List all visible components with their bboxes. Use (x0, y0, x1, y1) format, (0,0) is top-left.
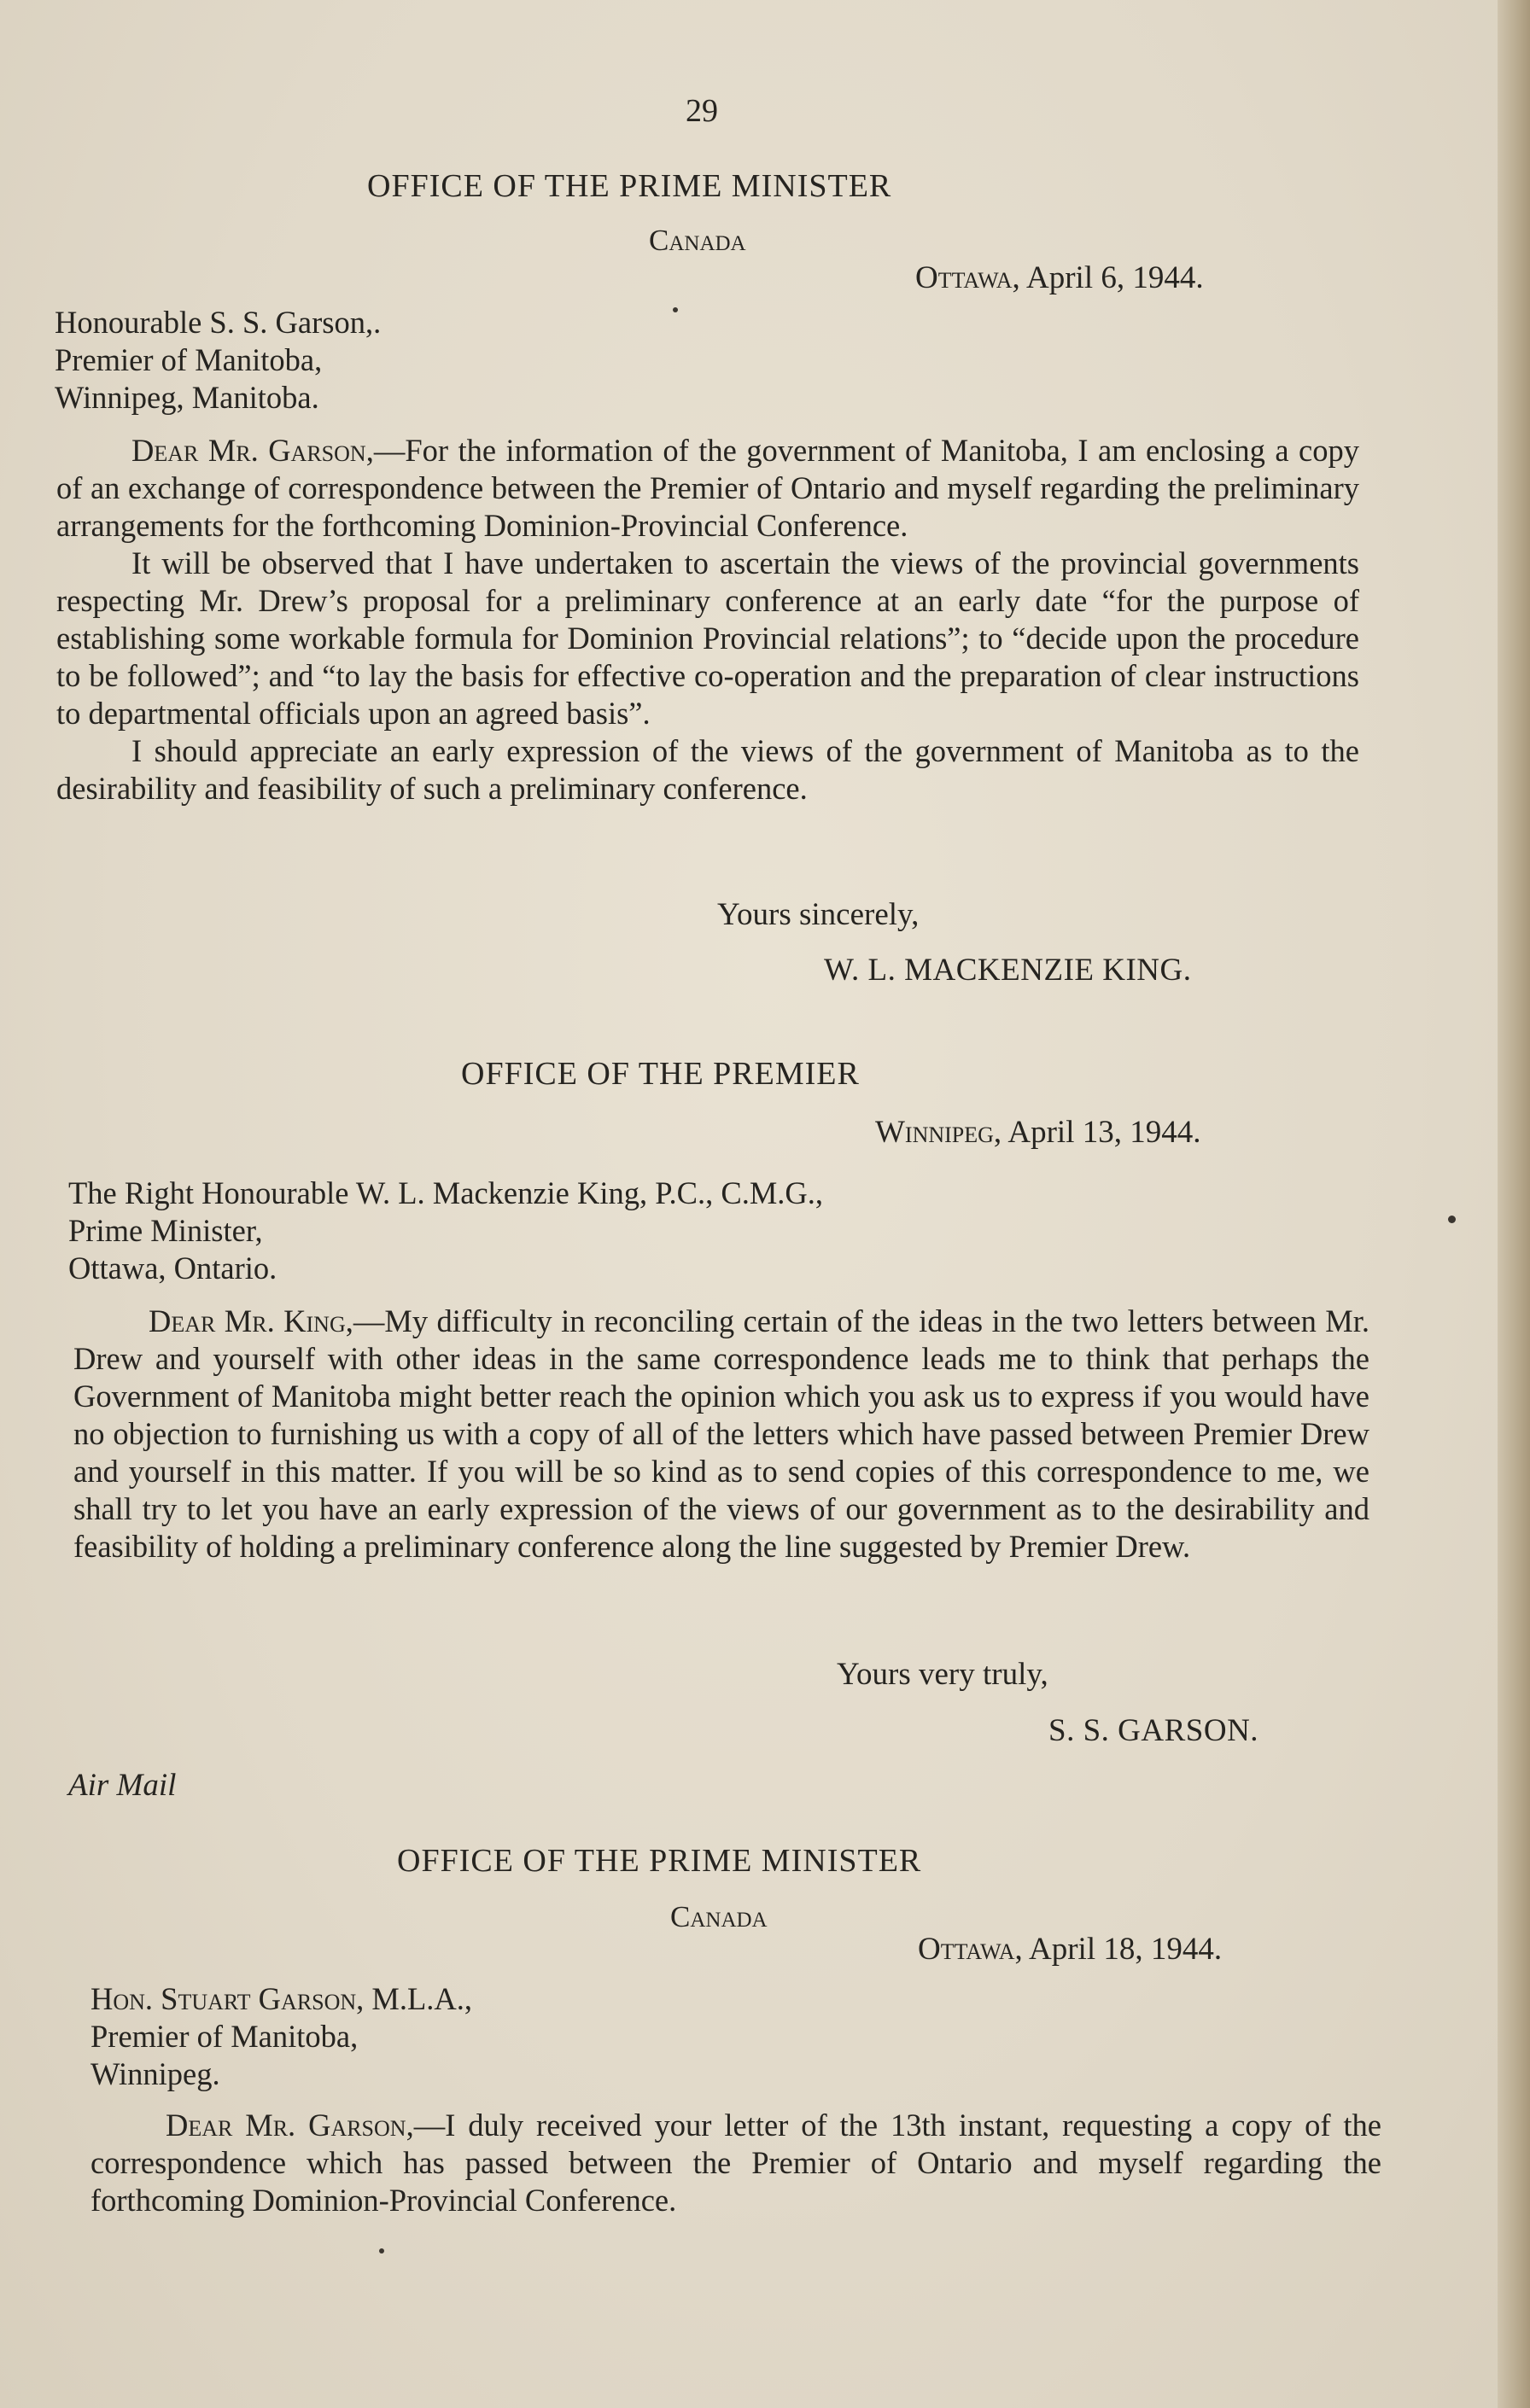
letter2-paragraph: Dear Mr. King,—My difficulty in reconciling certain of the ideas in the two letters between Mr. Drew and yourself with other ideas in the same correspondence leads me to think that perhaps the Government of Manitoba might better reach the opinion which you ask us to express if you would have no objection to furnishing us with a copy of all of the letters which have passed between Premier Drew and yourself in this matter. If you will be so kind as to send copies of this correspondence to me, we shall try to let you have an early expression of the views of our government as to the desirability and feasibility of holding a preliminary conference along the line suggested by Premier Drew. (73, 1303, 1369, 1564)
letter2-date: April 13, 1944. (1007, 1115, 1201, 1150)
letter1-addressee-line: Winnipeg, Manitoba. (55, 380, 319, 415)
letter1-date: April 6, 1944. (1026, 260, 1204, 295)
letter2-dateline: Winnipeg, April 13, 1944. (875, 1115, 1201, 1150)
letter2-addressee-line: Ottawa, Ontario. (68, 1251, 277, 1286)
letter3-heading: OFFICE OF THE PRIME MINISTER (397, 1843, 922, 1879)
letter1-salutation: Dear Mr. Garson, (131, 433, 374, 468)
letter2-addressee-line: The Right Honourable W. L. Mackenzie King, P.C., C.M.G., (68, 1175, 824, 1210)
letter2-heading: OFFICE OF THE PREMIER (461, 1056, 860, 1092)
letter2-salutation: Dear Mr. King, (149, 1303, 353, 1338)
letter1-dateline: Ottawa, April 6, 1944. (915, 260, 1204, 295)
letter1-place: Ottawa (915, 260, 1013, 295)
letter3-addressee-line: Hon. Stuart Garson, M.L.A., (91, 1981, 473, 2016)
letter3-salutation: Dear Mr. Garson, (166, 2108, 414, 2143)
letter3-addressee-line: Premier of Manitoba, (91, 2019, 359, 2054)
letter3-addressee-line: Winnipeg. (91, 2056, 220, 2091)
letter1-addressee-line: Premier of Manitoba, (55, 342, 323, 377)
letter1-addressee-line: Honourable S. S. Garson,. (55, 305, 382, 340)
paper-speck (673, 307, 678, 312)
letter1-country: Canada (649, 224, 746, 257)
paper-speck (1448, 1216, 1456, 1223)
letter3-paragraph: Dear Mr. Garson,—I duly received your letter of the 13th instant, requesting a copy of the correspondence which has passed between the Premier of Ontario and myself regarding the forthcoming Dominion-Provincial Conference. (91, 2108, 1381, 2218)
letter2-addressee-line: Prime Minister, (68, 1213, 263, 1248)
letter3-date: April 18, 1944. (1029, 1932, 1223, 1967)
letter2-addressee (68, 1175, 823, 1287)
letter1-heading: OFFICE OF THE PRIME MINISTER (367, 168, 892, 204)
letter2-signature: S. S. GARSON. (1048, 1713, 1259, 1748)
letter3-body (91, 2107, 1381, 2219)
letter3-note: Air Mail (68, 1768, 177, 1803)
letter2-place: Winnipeg (875, 1115, 994, 1150)
letter3-dateline: Ottawa, April 18, 1944. (918, 1932, 1223, 1967)
letter1-closing: Yours sincerely, (717, 897, 920, 932)
letter1-signature: W. L. MACKENZIE KING. (824, 953, 1192, 988)
letter3-place: Ottawa (918, 1932, 1015, 1967)
letter1-paragraph: Dear Mr. Garson,—For the information of the government of Manitoba, I am enclosing a copy of an exchange of correspondence between the Premier of Ontario and myself regarding the preliminary arrangements for the forthcoming Dominion-Provincial Conference. (56, 433, 1359, 543)
letter2-body (73, 1303, 1369, 1565)
letter3-addressee (91, 1980, 472, 2093)
letter1-paragraph: I should appreciate an early expression of the views of the government of Manitoba as to the desirability and feasibility of such a preliminary conference. (56, 733, 1359, 806)
paper-speck (379, 2248, 384, 2253)
letter1-paragraph: It will be observed that I have undertaken to ascertain the views of the provincial governments respecting Mr. Drew’s proposal for a preliminary conference at an early date “for the purpose of establishing some workable formula for Dominion Provincial relations”; to “decide upon the procedure to be followed”; and “to lay the basis for effective co-operation and the preparation of clear instructions to departmental officials upon an agreed basis”. (56, 545, 1359, 731)
letter1-addressee (55, 304, 381, 417)
page-edge (1498, 0, 1530, 2408)
letter1-body (56, 432, 1359, 808)
page-number: 29 (686, 93, 718, 129)
letter3-country: Canada (670, 1900, 768, 1933)
letter2-closing: Yours very truly, (837, 1657, 1048, 1692)
